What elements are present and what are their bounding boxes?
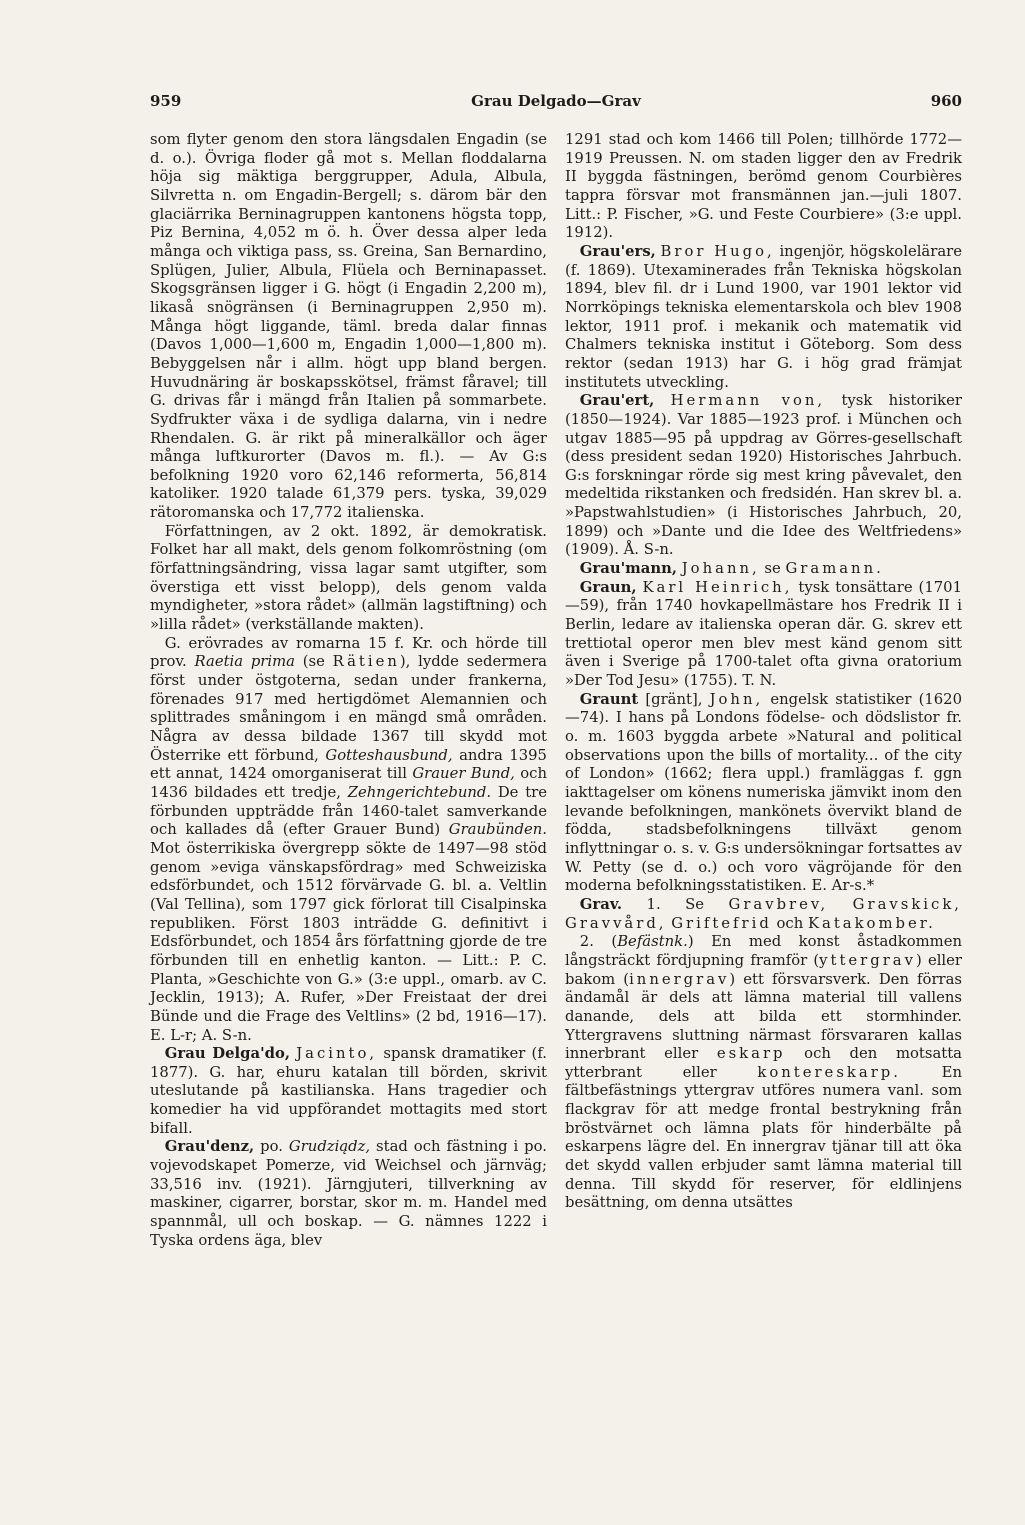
running-title: Grau Delgado—Grav: [471, 92, 641, 110]
entry-headword: Grau'ert,: [579, 392, 655, 410]
entry-graudenz: Grau'denz, po. Grudziądz, stad och fästning i po. vojevodskapet Pomerze, vid Weichsel och järnväg; 33,516 inv. (1921). Järngjuteri, tillverkning av maskiner, cigarrer, borstar, skor m. m. Handel med spannmål, ull och boskap. — G. nämnes 1222 i Tyska ordens äga, blev: [150, 1138, 547, 1249]
entry-graunt: Graunt [gränt], John, engelsk statistiker (1620—74). I hans på Londons födelse- och dödslistor fr. o. m. 1603 byggda arbete »Natural and political observations upon the bills of mortality... of the city of London» (1662; flera uppl.) framläggas f. ggn iakttagelser om könens numeriska jämvikt inom den levande befolkningen, mankönets övervikt bland de födda, stadsbefolkningens tillväxt genom inflyttningar o. s. v. G:s undersökningar fortsattes av W. Petty (se d. o.) och voro vägröjande för den moderna befolkningsstatistiken. E. Ar-s.*: [565, 690, 962, 895]
entry-headword: Graunt: [579, 690, 639, 708]
paragraph-graubunden-geography: som flyter genom den stora längsdalen Engadin (se d. o.). Övriga floder gå mot s. Mellan floddalarna höja sig mäktiga berggrupper, Adula, Albula, Silvretta n. om Engadin-Bergell; s. därom bär den glaciärrika Berninagruppen kantonens högsta topp, Piz Bernina, 4,052 m ö. h. Över dessa alper leda många och viktiga pass, ss. Greina, San Bernardino, Splügen, Julier, Albula, Flüela och Berninapasset. Skogsgränsen ligger i G. högt (i Engadin 2,200 m), likaså snögränsen (i Berninagruppen 2,950 m). Många högt liggande, täml. breda dalar finnas (Davos 1,000—1,600 m, Engadin 1,000—1,800 m). Bebyggelsen når i allm. högt upp bland bergen. Huvudnäring är boskapsskötsel, främst fåravel; till G. drivas får i mängd från Italien på sommarbete. Sydfrukter växa i de sydliga dalarna, vin i nedre Rhendalen. G. är rikt på mineralkällor och äger många luftkurorter (Davos m. fl.). — Av G:s befolkning 1920 voro 62,146 reformerta, 56,814 katoliker. 1920 talade 61,379 pers. tyska, 39,029 rätoromanska och 17,772 italienska.: [150, 131, 547, 522]
page-number-right: 960: [930, 92, 962, 110]
entry-headword: Graun,: [579, 578, 637, 596]
paragraph-constitution: Författningen, av 2 okt. 1892, är demokratisk. Folket har all makt, dels genom folkomröstning (om författningsändring, vissa lagar samt utgifter, som överstiga ett visst belopp), dels genom valda myndigheter, »stora rådet» (allmän lagstiftning) och »lilla rådet» (verkställande makten).: [150, 522, 547, 634]
entry-headword: Grav.: [579, 895, 623, 913]
entry-grauers: Grau'ers, Bror Hugo, ingenjör, högskolelärare (f. 1869). Utexaminerades från Tekniska högskolan 1894, blev fil. dr i Lund 1900, var 1901 lektor vid Norrköpings tekniska elementarskola och blev 1908 lektor, 1911 prof. i mekanik och matematik vid Chalmers tekniska institut i Göteborg. Som dess rektor (sedan 1913) har G. i hög grad främjat institutets utveckling.: [565, 242, 962, 391]
entry-grau-delgado: Grau Delga'do, Jacinto, spansk dramatiker (f. 1877). G. har, ehuru katalan till börden, skrivit uteslutande på kastilianska. Hans tragedier och komedier ha vid uppförandet mottagits med stort bifall.: [150, 1045, 547, 1137]
entry-graun: Graun, Karl Heinrich, tysk tonsättare (1701—59), från 1740 hovkapellmästare hos Fredrik II i Berlin, ledare av italienska operan där. G. skrev ett trettiotal operor men blev mest känd genom sitt även i Sverige på 1700-talet ofta givna oratorium »Der Tod Jesu» (1755). T. N.: [565, 578, 962, 690]
entry-headword: Grau Delga'do,: [164, 1045, 290, 1063]
paragraph-graudenz-continued: 1291 stad och kom 1466 till Polen; tillhörde 1772—1919 Preussen. N. om staden ligger den av Fredrik II byggda fästningen, berömd genom Courbières tappra försvar mot fransmännen jan.—juli 1807. Litt.: P. Fischer, »G. und Feste Courbiere» (3:e uppl. 1912).: [565, 131, 962, 242]
entry-grav-fortification: 2. (Befästnk.) En med konst åstadkommen långsträckt fördjupning framför (yttergrav) eller bakom (innergrav) ett försvarsverk. Den förras ändamål är dels att lämna material till vallens danande, dels att bilda ett stormhinder. Yttergravens sluttning närmast försvararen kallas innerbrant eller eskarp och den motsatta ytterbrant eller kontereskarp. En fältbefästnings yttergrav utföres numera vanl. som flackgrav för att medge frontal bestrykning från bröstvärnet och lämna plats för hinderbälte på eskarpens lägre del. En innergrav tjänar till att öka det skydd vallen erbjuder samt lämna material till denna. Till skydd för reserver, för eldlinjens besättning, om denna utsättes: [565, 933, 963, 1212]
right-column: [565, 131, 962, 1213]
paragraph-history: G. erövrades av romarna 15 f. Kr. och hörde till prov. Raetia prima (se Rätien), lydde sedermera först under östgoterna, sedan under frankerna, förenades 917 med hertigdömet Alemannien och splittrades småningom i en mängd små områden. Några av dessa bildade 1367 till skydd mot Österrike ett förbund, Gotteshausbund, andra 1395 ett annat, 1424 omorganiserat till Grauer Bund, och 1436 bildades ett tredje, Zehngerichtebund. De tre förbunden uppträdde från 1460-talet samverkande och kallades då (efter Grauer Bund) Graubünden. Mot österrikiska övergrepp sökte de 1497—98 stöd genom »eviga vänskapsfördrag» med Schweiziska edsförbundet, och 1512 förvärvade G. bl. a. Veltlin (Val Tellina), som 1797 gick förlorat till Cisalpinska republiken. Först 1803 inträdde G. definitivt i Edsförbundet, och 1854 års författning gjorde de tre förbunden till en enhetlig kanton. — Litt.: P. C. Planta, »Geschichte von G.» (3:e uppl., omarb. av C. Jecklin, 1913); A. Rufer, »Der Freistaat der drei Bünde und die Frage des Veltlins» (2 bd, 1916—17). E. L-r; A. S-n.: [150, 634, 548, 1044]
entry-headword: Grau'denz,: [164, 1138, 255, 1156]
left-column: [150, 131, 547, 1250]
entry-graumann: Grau'mann, Johann, se Gramann.: [579, 560, 884, 578]
entry-grauert: Grau'ert, Hermann von, tysk historiker (1850—1924). Var 1885—1923 prof. i München och utgav 1885—95 på uppdrag av Görres-gesellschaft (dess president sedan 1920) Historisches Jahrbuch. G:s forskningar rörde sig mest kring påvevalet, den medeltida rikstanken och fredsidén. Han skrev bl. a. »Papstwahlstudien» (i Historisches Jahrbuch, 20, 1899) och »Dante und die Idee des Weltfriedens» (1909). Å. S-n.: [565, 392, 962, 559]
page-number-left: 959: [150, 92, 182, 110]
page-header: [150, 92, 962, 114]
entry-grav: Grav. 1. Se Gravbrev, Gravskick, Gravvård, Griftefrid och Katakomber.: [565, 895, 962, 932]
entry-headword: Grau'mann,: [579, 560, 678, 578]
entry-headword: Grau'ers,: [579, 242, 656, 260]
